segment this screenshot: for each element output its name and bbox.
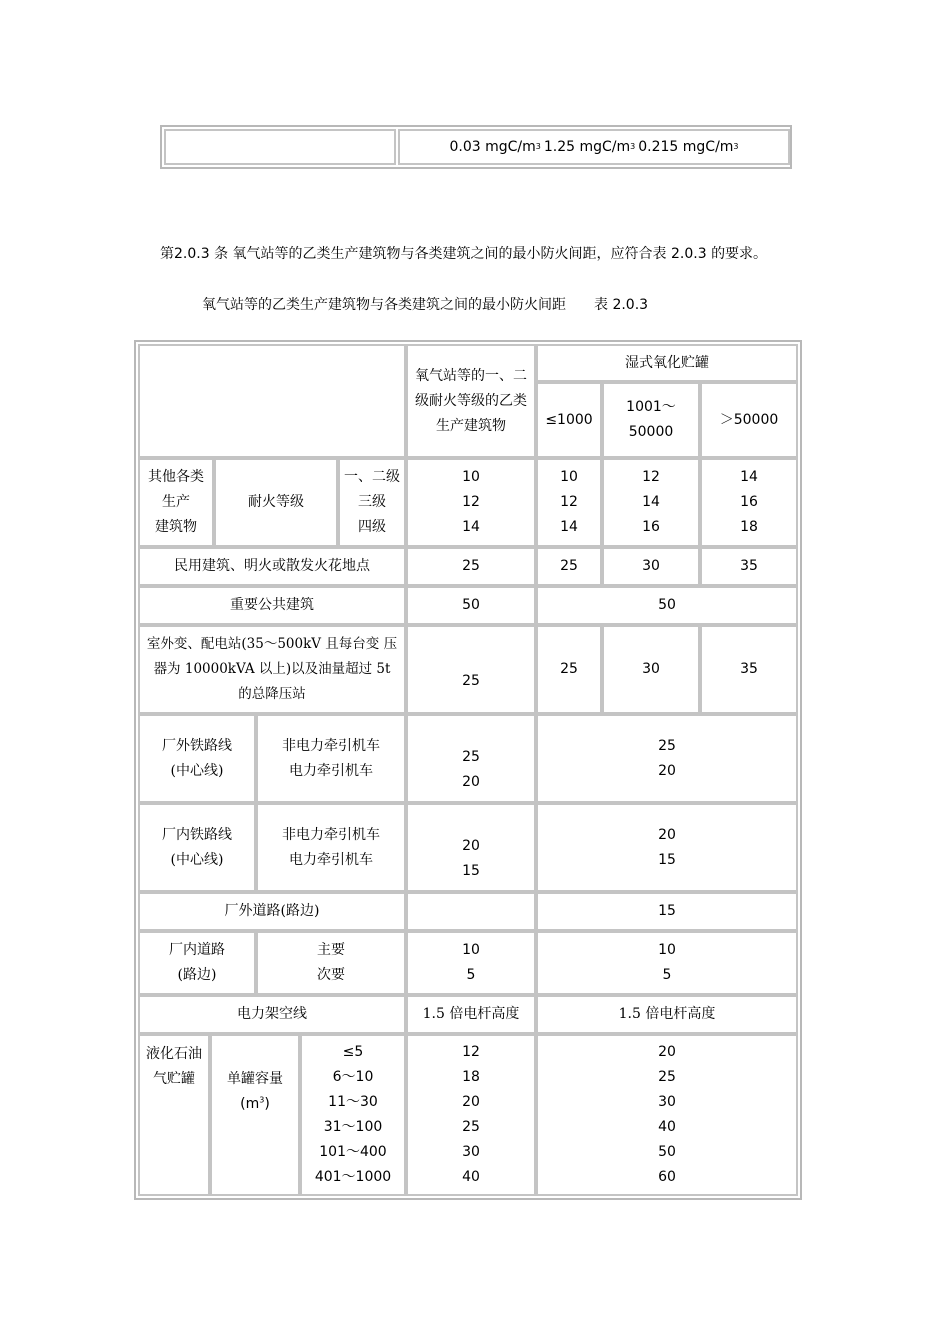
substation-b: 30: [602, 625, 700, 714]
substation-c: 35: [700, 625, 798, 714]
substation-oxygen: 25: [406, 625, 536, 714]
header-wet-tank: 湿式氧化贮罐: [536, 344, 798, 382]
ext-road-oxygen: [406, 892, 536, 931]
table-caption: 氧气站等的乙类生产建筑物与各类建筑之间的最小防火间距 表 2.0.3: [202, 297, 649, 313]
ext-road-label: 厂外道路(路边): [138, 892, 406, 931]
power-line-tank: 1.5 倍电杆高度: [536, 995, 798, 1034]
public-label: 重要公共建筑: [138, 586, 406, 625]
civil-b: 30: [602, 547, 700, 586]
ext-road-tank: 15: [536, 892, 798, 931]
fire-grades: 一、二级 三级 四级: [338, 458, 406, 547]
civil-oxygen: 25: [406, 547, 536, 586]
other-buildings-label: 其他各类 生产 建筑物: [138, 458, 214, 547]
int-road-label: 厂内道路 (路边): [138, 931, 256, 995]
lpg-label: 液化石油 气贮罐: [138, 1034, 210, 1196]
int-rail-oxygen: 20 15: [406, 803, 536, 892]
int-rail-types: 非电力牵引机车 电力牵引机车: [256, 803, 406, 892]
top-value-1: 0.03 mgC/m: [449, 138, 536, 155]
ext-rail-oxygen: 25 20: [406, 714, 536, 803]
lpg-ranges: ≤5 6～10 11～30 31～100 101～400 401～1000: [300, 1034, 406, 1196]
clause-paragraph: 第2.0.3 条 氧气站等的乙类生产建筑物与各类建筑之间的最小防火间距，应符合表 2.0.3 的要求。: [160, 246, 768, 262]
top-value-2: 1.25 mgC/m: [543, 138, 631, 155]
lpg-capacity-label: 单罐容量 $(m^3)$: [210, 1034, 300, 1196]
civil-c: 35: [700, 547, 798, 586]
ext-rail-tank: 25 20: [536, 714, 798, 803]
header-empty-cell: [138, 344, 406, 458]
int-road-tank: 10 5: [536, 931, 798, 995]
int-rail-label: 厂内铁路线 (中心线): [138, 803, 256, 892]
other-b-values: 12 14 16: [602, 458, 700, 547]
top-table-empty-cell: [164, 129, 396, 165]
top-table: [160, 125, 792, 169]
header-col-a: ≤1000: [536, 382, 602, 458]
lpg-oxygen-values: 12 18 20 25 30 40: [406, 1034, 536, 1196]
int-rail-tank: 20 15: [536, 803, 798, 892]
ext-rail-label: 厂外铁路线 (中心线): [138, 714, 256, 803]
other-c-values: 14 16 18: [700, 458, 798, 547]
lpg-tank-values: 20 25 30 40 50 60: [536, 1034, 798, 1196]
civil-a: 25: [536, 547, 602, 586]
int-road-types: 主要 次要: [256, 931, 406, 995]
public-tank: 50: [536, 586, 798, 625]
fire-distance-table: [134, 340, 802, 1200]
power-line-oxygen: 1.5 倍电杆高度: [406, 995, 536, 1034]
civil-label: 民用建筑、明火或散发火花地点: [138, 547, 406, 586]
top-table-values-cell: 0.03 mgC/m 3 1.25 mgC/m 3 0.215 mgC/m 3: [398, 129, 790, 165]
other-a-values: 10 12 14: [536, 458, 602, 547]
header-col-b: 1001～ 50000: [602, 382, 700, 458]
header-oxygen-building: 氧气站等的一、二级耐火等级的乙类生产建筑物: [406, 344, 536, 458]
substation-a: 25: [536, 625, 602, 714]
top-value-3: 0.215 mgC/m: [638, 138, 734, 155]
int-road-oxygen: 10 5: [406, 931, 536, 995]
fire-rating-label: 耐火等级: [214, 458, 338, 547]
power-line-label: 电力架空线: [138, 995, 406, 1034]
ext-rail-types: 非电力牵引机车 电力牵引机车: [256, 714, 406, 803]
public-oxygen: 50: [406, 586, 536, 625]
substation-label: 室外变、配电站(35～500kV 且每台变 压 器为 10000kVA 以上)以及油量超过 5t 的总降压站: [138, 625, 406, 714]
header-col-c: ＞50000: [700, 382, 798, 458]
other-oxygen-values: 10 12 14: [406, 458, 536, 547]
